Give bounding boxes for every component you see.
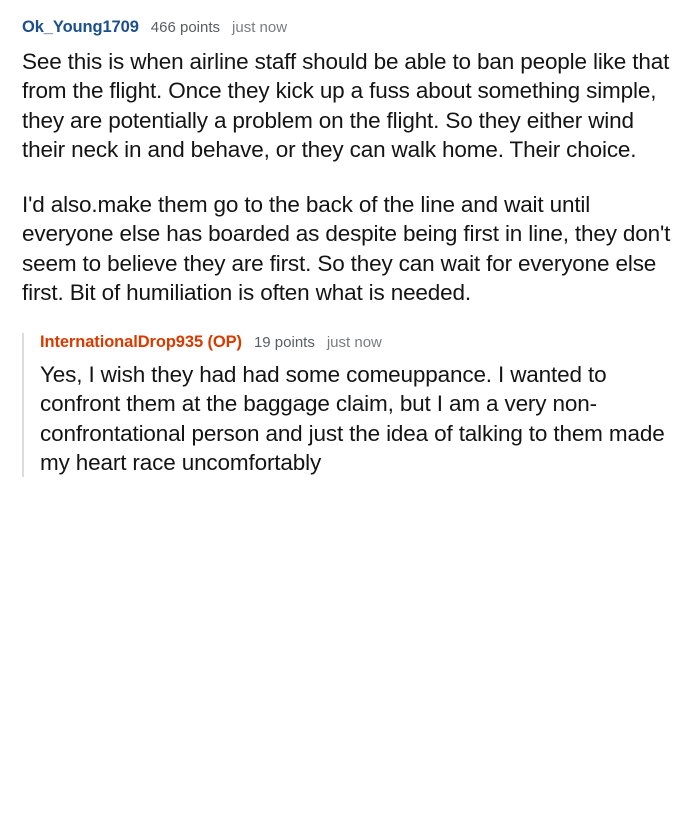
comment-paragraph: See this is when airline staff should be able to ban people like that from the flight. Once they kick up a fuss about something simple, they are potentially a problem on the flight. So they either wind their neck in and behave, or they can walk home. Their choice. <box>22 49 670 162</box>
comment-author[interactable]: Ok_Young1709 <box>22 18 139 36</box>
reply-author[interactable]: InternationalDrop935 (OP) <box>40 333 242 351</box>
reply-timestamp: just now <box>326 334 382 351</box>
reply-points: 19 points <box>253 334 315 351</box>
comment-paragraph: I'd also.make them go to the back of the line and wait until everyone else has boarded as despite being first in line, they don't seem to believe they are first. So they can wait for everyone else first. Bit of humiliation is often what is needed. <box>22 192 671 305</box>
comment-metadata <box>22 18 678 37</box>
reply-paragraph: Yes, I wish they had had some comeuppance. I wanted to confront them at the baggage claim, but I am a very non-confrontational person and just the idea of talking to them made my heart race uncomfortably <box>40 362 665 475</box>
comment-reply <box>22 333 678 477</box>
comment-timestamp: just now <box>232 19 288 36</box>
reply-body <box>40 360 678 477</box>
comment-body <box>22 47 678 307</box>
comment-top-level <box>22 18 678 477</box>
reply-metadata <box>40 333 678 352</box>
comment-points: 466 points <box>150 19 221 36</box>
